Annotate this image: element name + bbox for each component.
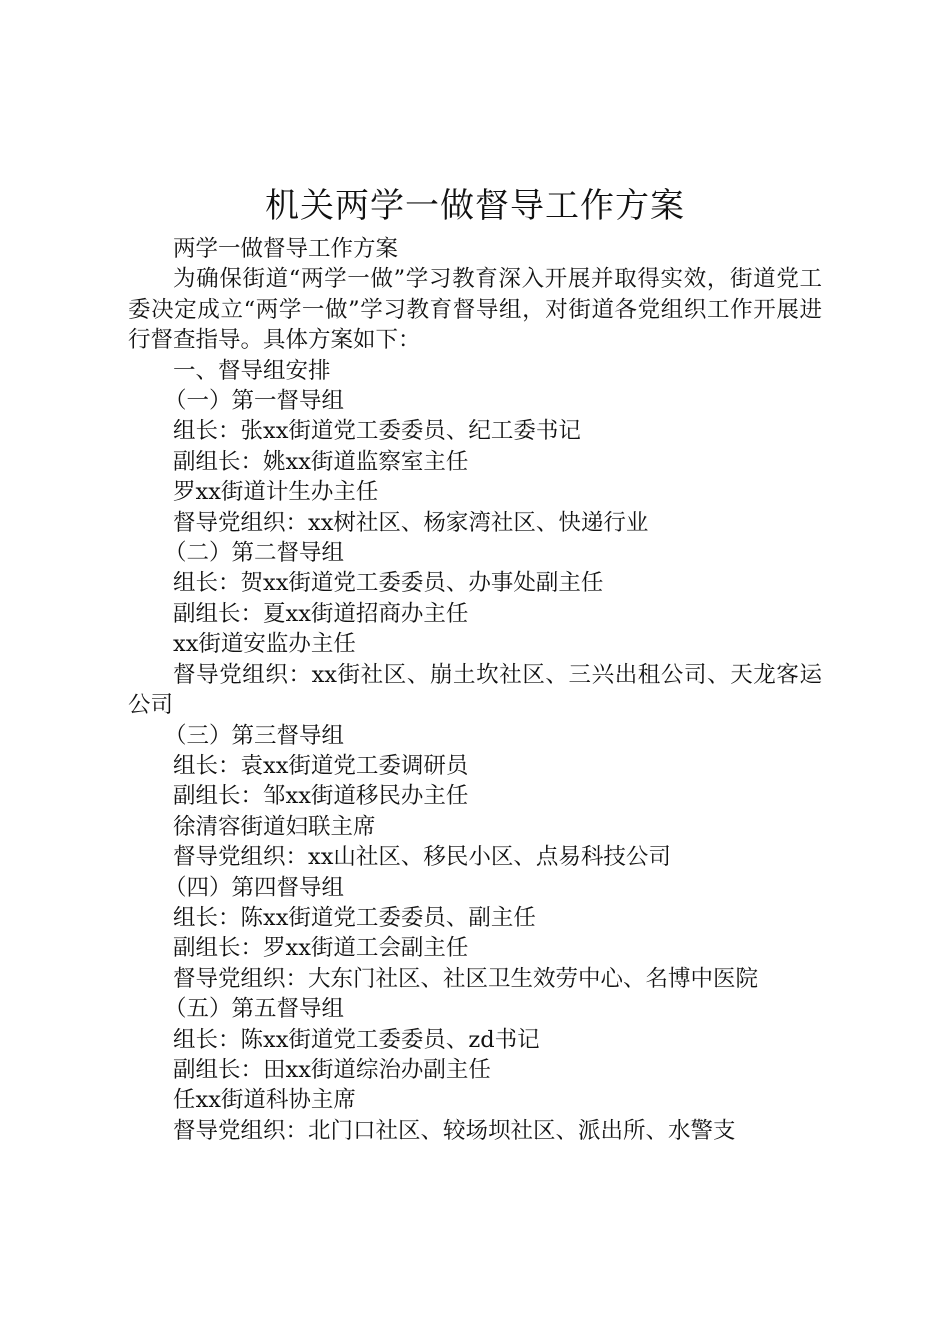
paragraph: 督导党组织：大东门社区、社区卫生效劳中心、名博中医院: [173, 965, 759, 992]
paragraph: 组长：张xx街道党工委委员、纪工委书记: [173, 418, 581, 445]
paragraph: 督导党组织：xx山社区、移民小区、点易科技公司: [173, 844, 671, 871]
paragraph: 徐清容街道妇联主席: [173, 813, 376, 840]
section-heading: （五）第五督导组: [164, 996, 345, 1023]
paragraph: 督导党组织：北门口社区、较场坝社区、派出所、水警支: [173, 1117, 736, 1144]
paragraph: 任xx街道科协主席: [173, 1087, 356, 1114]
paragraph: xx街道安监办主任: [173, 631, 356, 658]
section-heading: （三）第三督导组: [164, 722, 345, 749]
section-heading: （一）第一督导组: [164, 388, 345, 415]
document-body: [128, 234, 822, 1146]
section-heading: （四）第四督导组: [164, 874, 345, 901]
paragraph: 组长：贺xx街道党工委委员、办事处副主任: [173, 570, 604, 597]
paragraph: 组长：袁xx街道党工委调研员: [173, 752, 469, 779]
paragraph: 副组长：田xx街道综治办副主任: [173, 1056, 491, 1083]
document-title: 机关两学一做督导工作方案: [265, 186, 685, 226]
paragraph: 为确保街道“两学一做”学习教育深入开展并取得实效，街道党工委决定成立“两学一做”学习教育督导组，对街道各党组织工作开展进行督查指导。具体方案如下：: [128, 266, 822, 354]
paragraph: 副组长：邹xx街道移民办主任: [173, 783, 469, 810]
paragraph: 组长：陈xx街道党工委委员、zd书记: [173, 1026, 540, 1053]
section-heading: （二）第二督导组: [164, 540, 345, 567]
paragraph: 副组长：罗xx街道工会副主任: [173, 935, 469, 962]
paragraph: 副组长：夏xx街道招商办主任: [173, 600, 469, 627]
paragraph: 一、督导组安排: [173, 357, 331, 384]
paragraph: 督导党组织：xx树社区、杨家湾社区、快递行业: [173, 509, 649, 536]
paragraph: 罗xx街道计生办主任: [173, 479, 379, 506]
paragraph: 副组长：姚xx街道监察室主任: [173, 448, 469, 475]
paragraph: 两学一做督导工作方案: [173, 236, 399, 262]
paragraph: 督导党组织：xx街社区、崩土坎社区、三兴出租公司、天龙客运公司: [128, 661, 822, 719]
paragraph: 组长：陈xx街道党工委委员、副主任: [173, 904, 536, 931]
